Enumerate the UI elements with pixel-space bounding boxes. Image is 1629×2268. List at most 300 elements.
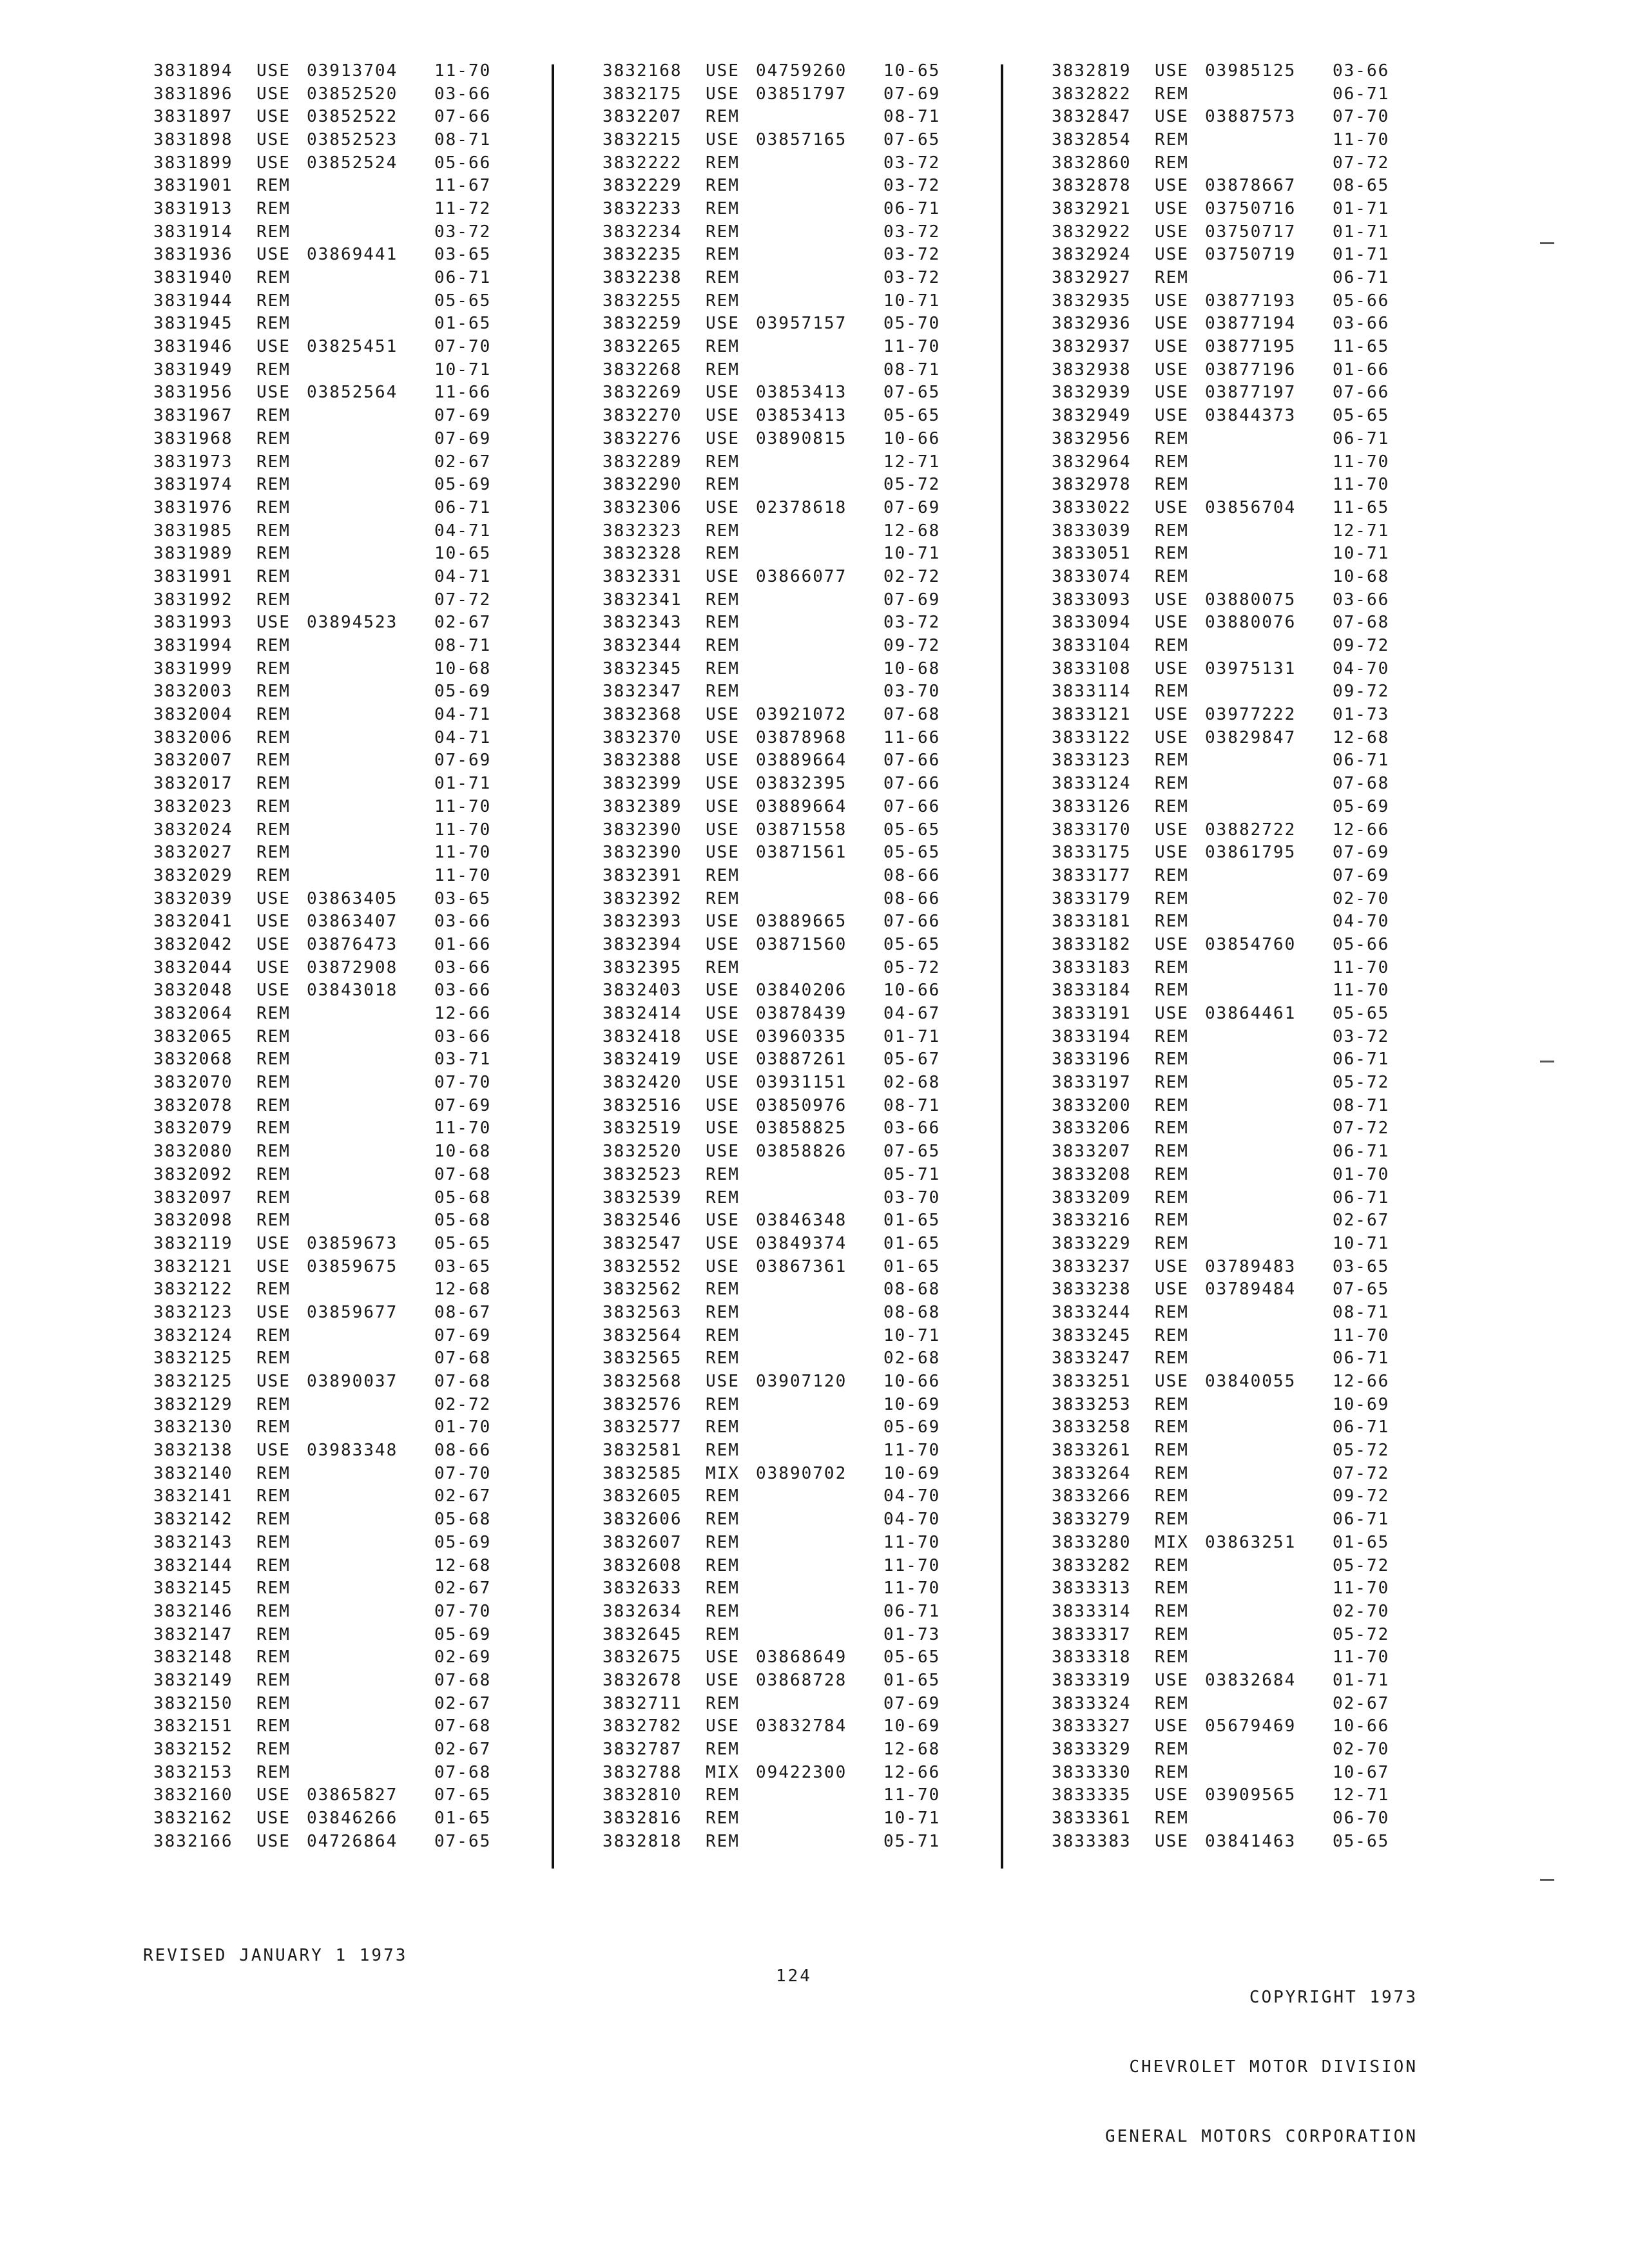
replacement-number: 09422300	[756, 1762, 847, 1782]
part-number: 3832092	[153, 1164, 233, 1184]
table-row	[602, 1025, 961, 1048]
part-number: 3832255	[602, 291, 682, 311]
part-number: 3833194	[1052, 1026, 1132, 1046]
action-code: REM	[706, 176, 740, 196]
table-row	[153, 82, 512, 106]
table-row	[1052, 1163, 1410, 1186]
effective-date: 06-71	[1333, 1142, 1390, 1162]
action-code: REM	[1155, 475, 1189, 495]
action-code: REM	[256, 1486, 291, 1506]
action-code: REM	[1155, 1418, 1189, 1437]
part-number: 3832418	[602, 1026, 682, 1046]
part-number: 3832150	[153, 1693, 233, 1713]
action-code: REM	[1155, 796, 1189, 816]
action-code: REM	[706, 865, 740, 885]
action-code: USE	[706, 1372, 740, 1392]
effective-date: 05-69	[434, 682, 492, 702]
part-number: 3832068	[153, 1050, 233, 1070]
part-number: 3833177	[1052, 865, 1132, 885]
part-number: 3832816	[602, 1809, 682, 1829]
effective-date: 11-66	[434, 383, 492, 403]
action-code: REM	[1155, 1349, 1189, 1369]
effective-date: 07-72	[1333, 1119, 1390, 1139]
part-number: 3832878	[1052, 176, 1132, 196]
action-code: USE	[706, 1142, 740, 1162]
effective-date: 11-70	[434, 61, 492, 81]
part-number: 3832048	[153, 981, 233, 1001]
table-row	[1052, 1025, 1410, 1048]
action-code: MIX	[1155, 1532, 1189, 1552]
table-row	[1052, 588, 1410, 611]
part-number: 3831901	[153, 176, 233, 196]
action-code: REM	[1155, 544, 1189, 564]
table-row	[602, 404, 961, 427]
replacement-number: 04726864	[307, 1831, 398, 1851]
part-number: 3832678	[602, 1670, 682, 1690]
action-code: REM	[1155, 981, 1189, 1001]
action-code: USE	[256, 981, 291, 1001]
part-number: 3832788	[602, 1762, 682, 1782]
part-number: 3832269	[602, 383, 682, 403]
part-number: 3832847	[1052, 107, 1132, 127]
effective-date: 02-67	[434, 1693, 492, 1713]
action-code: REM	[706, 957, 740, 977]
part-number: 3832399	[602, 774, 682, 794]
action-code: REM	[706, 1164, 740, 1184]
action-code: USE	[706, 934, 740, 954]
part-number: 3832393	[602, 912, 682, 932]
part-number: 3832138	[153, 1441, 233, 1461]
part-number: 3832276	[602, 428, 682, 448]
part-number: 3833279	[1052, 1510, 1132, 1530]
replacement-number: 03853413	[756, 406, 847, 426]
part-number: 3833261	[1052, 1441, 1132, 1461]
part-number: 3832044	[153, 957, 233, 977]
action-code: REM	[706, 360, 740, 380]
replacement-number: 03844373	[1205, 406, 1296, 426]
effective-date: 08-71	[1333, 1095, 1390, 1115]
action-code: USE	[256, 1441, 291, 1461]
action-code: REM	[256, 1463, 291, 1483]
effective-date: 07-66	[1333, 383, 1390, 403]
table-row	[1052, 979, 1410, 1003]
effective-date: 07-69	[1333, 843, 1390, 863]
table-row	[1052, 634, 1410, 657]
table-row	[1052, 795, 1410, 818]
effective-date: 05-68	[434, 1510, 492, 1530]
table-row	[153, 542, 512, 565]
effective-date: 06-71	[1333, 1510, 1390, 1530]
part-number: 3832922	[1052, 222, 1132, 242]
table-row	[153, 749, 512, 773]
effective-date: 07-69	[883, 497, 941, 517]
part-number: 3832546	[602, 1211, 682, 1231]
effective-date: 05-65	[434, 1233, 492, 1253]
effective-date: 07-68	[434, 1164, 492, 1184]
table-row	[153, 1209, 512, 1232]
effective-date: 05-68	[434, 1211, 492, 1231]
action-code: USE	[1155, 1372, 1189, 1392]
effective-date: 07-69	[883, 84, 941, 104]
part-number: 3832519	[602, 1119, 682, 1139]
part-number: 3833094	[1052, 613, 1132, 633]
effective-date: 02-67	[434, 452, 492, 472]
action-code: REM	[706, 658, 740, 678]
part-number: 3832007	[153, 751, 233, 771]
table-row	[153, 1669, 512, 1692]
effective-date: 07-65	[1333, 1280, 1390, 1300]
table-row	[1052, 1738, 1410, 1761]
effective-date: 10-66	[1333, 1716, 1390, 1736]
table-row	[602, 1117, 961, 1140]
effective-date: 06-70	[1333, 1809, 1390, 1829]
table-row	[602, 1255, 961, 1278]
table-row	[1052, 1324, 1410, 1347]
effective-date: 10-66	[883, 981, 941, 1001]
action-code: USE	[256, 1831, 291, 1851]
part-number: 3832927	[1052, 268, 1132, 288]
replacement-number: 03877195	[1205, 337, 1296, 357]
part-number: 3832345	[602, 658, 682, 678]
table-row	[1052, 910, 1410, 933]
action-code: REM	[256, 865, 291, 885]
part-number: 3832860	[1052, 153, 1132, 173]
table-row	[1052, 174, 1410, 197]
table-row	[1052, 1071, 1410, 1094]
action-code: REM	[1155, 1463, 1189, 1483]
replacement-number: 03850976	[756, 1095, 847, 1115]
action-code: REM	[1155, 1441, 1189, 1461]
part-number: 3833114	[1052, 682, 1132, 702]
part-number: 3833282	[1052, 1555, 1132, 1575]
action-code: REM	[256, 497, 291, 517]
replacement-number: 03871558	[756, 820, 847, 840]
action-code: USE	[706, 61, 740, 81]
table-row	[153, 358, 512, 381]
effective-date: 06-71	[1333, 1187, 1390, 1207]
part-number: 3831993	[153, 613, 233, 633]
replacement-number: 03849374	[756, 1233, 847, 1253]
effective-date: 11-70	[1333, 1325, 1390, 1345]
replacement-number: 03877196	[1205, 360, 1296, 380]
table-row	[602, 1692, 961, 1715]
action-code: USE	[1155, 590, 1189, 610]
action-code: REM	[706, 1280, 740, 1300]
effective-date: 01-70	[1333, 1164, 1390, 1184]
action-code: USE	[706, 1233, 740, 1253]
table-row	[602, 1807, 961, 1830]
part-number: 3831994	[153, 636, 233, 656]
table-row	[602, 1209, 961, 1232]
effective-date: 08-66	[434, 1441, 492, 1461]
effective-date: 07-72	[1333, 153, 1390, 173]
part-number: 3831946	[153, 337, 233, 357]
effective-date: 07-72	[434, 590, 492, 610]
table-row	[153, 1830, 512, 1853]
part-number: 3833022	[1052, 497, 1132, 517]
effective-date: 01-71	[1333, 1670, 1390, 1690]
table-row	[602, 1301, 961, 1324]
action-code: REM	[256, 1095, 291, 1115]
effective-date: 11-70	[883, 1785, 941, 1805]
action-code: USE	[706, 1095, 740, 1115]
replacement-number: 03975131	[1205, 658, 1296, 678]
table-row	[153, 1646, 512, 1669]
replacement-number: 03869441	[307, 245, 398, 265]
part-number: 3832520	[602, 1142, 682, 1162]
action-code: USE	[706, 1073, 740, 1093]
table-row	[602, 841, 961, 864]
effective-date: 07-69	[1333, 865, 1390, 885]
part-number: 3833238	[1052, 1280, 1132, 1300]
action-code: REM	[706, 1510, 740, 1530]
table-row	[1052, 473, 1410, 496]
part-number: 3832290	[602, 475, 682, 495]
action-code: USE	[256, 613, 291, 633]
part-number: 3832142	[153, 1510, 233, 1530]
table-row	[153, 1416, 512, 1439]
table-row	[602, 1600, 961, 1623]
replacement-number: 03789484	[1205, 1280, 1296, 1300]
copyright-line: COPYRIGHT 1973	[1249, 1988, 1418, 2007]
action-code: REM	[1155, 1486, 1189, 1506]
part-number: 3832265	[602, 337, 682, 357]
effective-date: 07-66	[883, 912, 941, 932]
effective-date: 03-66	[434, 912, 492, 932]
effective-date: 07-69	[434, 1325, 492, 1345]
replacement-number: 03977222	[1205, 705, 1296, 725]
part-number: 3833324	[1052, 1693, 1132, 1713]
action-code: REM	[1155, 452, 1189, 472]
part-number: 3832289	[602, 452, 682, 472]
effective-date: 01-65	[883, 1670, 941, 1690]
table-row	[1052, 1301, 1410, 1324]
part-number: 3831896	[153, 84, 233, 104]
effective-date: 03-71	[434, 1050, 492, 1070]
table-row	[602, 1623, 961, 1646]
action-code: REM	[706, 1740, 740, 1760]
action-code: USE	[706, 497, 740, 517]
table-row	[1052, 151, 1410, 175]
part-number: 3832152	[153, 1740, 233, 1760]
table-row	[602, 1462, 961, 1485]
table-row	[153, 1784, 512, 1807]
part-number: 3832166	[153, 1831, 233, 1851]
table-row	[153, 1807, 512, 1830]
effective-date: 06-71	[1333, 1349, 1390, 1369]
table-row	[153, 1692, 512, 1715]
effective-date: 06-71	[883, 198, 941, 218]
page-number: 124	[776, 1966, 812, 1986]
action-code: USE	[706, 820, 740, 840]
part-number: 3832041	[153, 912, 233, 932]
effective-date: 12-71	[1333, 1785, 1390, 1805]
action-code: REM	[706, 291, 740, 311]
table-row	[602, 588, 961, 611]
action-code: USE	[706, 1026, 740, 1046]
replacement-number: 03877193	[1205, 291, 1296, 311]
effective-date: 10-69	[1333, 1394, 1390, 1414]
action-code: REM	[706, 475, 740, 495]
action-code: USE	[706, 843, 740, 863]
effective-date: 04-70	[1333, 912, 1390, 932]
action-code: REM	[706, 1325, 740, 1345]
effective-date: 11-70	[883, 1441, 941, 1461]
replacement-number: 03887573	[1205, 107, 1296, 127]
part-number: 3832523	[602, 1164, 682, 1184]
action-code: REM	[256, 1418, 291, 1437]
table-row	[602, 1439, 961, 1462]
effective-date: 08-68	[883, 1302, 941, 1322]
effective-date: 11-70	[434, 796, 492, 816]
table-row	[153, 1554, 512, 1577]
effective-date: 10-71	[1333, 544, 1390, 564]
part-number: 3832390	[602, 843, 682, 863]
action-code: REM	[1155, 1073, 1189, 1093]
part-number: 3832149	[153, 1670, 233, 1690]
action-code: REM	[706, 1579, 740, 1599]
effective-date: 08-71	[883, 1095, 941, 1115]
table-row	[602, 1508, 961, 1531]
replacement-number: 03957157	[756, 314, 847, 334]
effective-date: 05-72	[883, 957, 941, 977]
table-row	[1052, 749, 1410, 773]
part-number: 3832039	[153, 889, 233, 908]
action-code: REM	[256, 1349, 291, 1369]
action-code: REM	[1155, 1394, 1189, 1414]
action-code: REM	[256, 1142, 291, 1162]
part-number: 3832042	[153, 934, 233, 954]
action-code: USE	[1155, 383, 1189, 403]
table-row	[153, 772, 512, 795]
action-code: USE	[256, 245, 291, 265]
part-number: 3833329	[1052, 1740, 1132, 1760]
effective-date: 07-65	[883, 1142, 941, 1162]
effective-date: 06-71	[1333, 268, 1390, 288]
action-code: REM	[1155, 865, 1189, 885]
effective-date: 11-70	[434, 820, 492, 840]
table-row	[602, 680, 961, 704]
effective-date: 11-70	[1333, 1648, 1390, 1667]
part-number: 3831914	[153, 222, 233, 242]
action-code: REM	[1155, 566, 1189, 586]
part-number: 3833175	[1052, 843, 1132, 863]
action-code: USE	[1155, 337, 1189, 357]
parts-column-1	[153, 59, 512, 1853]
table-row	[602, 105, 961, 128]
table-row	[1052, 1209, 1410, 1232]
effective-date: 12-68	[1333, 727, 1390, 747]
effective-date: 10-71	[883, 291, 941, 311]
table-row	[1052, 657, 1410, 680]
replacement-number: 03832684	[1205, 1670, 1296, 1690]
part-number: 3832810	[602, 1785, 682, 1805]
part-number: 3831976	[153, 497, 233, 517]
part-number: 3833266	[1052, 1486, 1132, 1506]
replacement-number: 03789483	[1205, 1256, 1296, 1276]
part-number: 3832215	[602, 130, 682, 149]
table-row	[1052, 289, 1410, 312]
table-row	[1052, 1600, 1410, 1623]
part-number: 3833124	[1052, 774, 1132, 794]
table-row	[153, 450, 512, 474]
action-code: USE	[1155, 934, 1189, 954]
replacement-number: 03750717	[1205, 222, 1296, 242]
part-number: 3833327	[1052, 1716, 1132, 1736]
effective-date: 03-72	[883, 153, 941, 173]
part-number: 3831899	[153, 153, 233, 173]
replacement-number: 03931151	[756, 1073, 847, 1093]
table-row	[1052, 335, 1410, 358]
part-number: 3832147	[153, 1624, 233, 1644]
part-number: 3832585	[602, 1463, 682, 1483]
part-number: 3832370	[602, 727, 682, 747]
effective-date: 11-70	[883, 1555, 941, 1575]
part-number: 3832259	[602, 314, 682, 334]
action-code: USE	[1155, 1831, 1189, 1851]
action-code: USE	[256, 1785, 291, 1805]
table-row	[1052, 542, 1410, 565]
part-number: 3832234	[602, 222, 682, 242]
table-row	[602, 1669, 961, 1692]
part-number: 3833253	[1052, 1394, 1132, 1414]
effective-date: 05-66	[434, 153, 492, 173]
replacement-number: 03859675	[307, 1256, 398, 1276]
part-number: 3832608	[602, 1555, 682, 1575]
table-row	[1052, 1048, 1410, 1072]
table-row	[1052, 565, 1410, 588]
replacement-number: 03889664	[756, 751, 847, 771]
table-row	[153, 244, 512, 267]
part-number: 3832097	[153, 1187, 233, 1207]
effective-date: 08-71	[434, 636, 492, 656]
effective-date: 05-67	[883, 1050, 941, 1070]
replacement-number: 04759260	[756, 61, 847, 81]
part-number: 3832098	[153, 1211, 233, 1231]
table-row	[602, 1232, 961, 1255]
effective-date: 12-68	[434, 1555, 492, 1575]
effective-date: 01-65	[883, 1233, 941, 1253]
effective-date: 01-70	[434, 1418, 492, 1437]
effective-date: 07-66	[883, 751, 941, 771]
part-number: 3832331	[602, 566, 682, 586]
part-number: 3833121	[1052, 705, 1132, 725]
part-number: 3832233	[602, 198, 682, 218]
effective-date: 11-70	[883, 337, 941, 357]
replacement-number: 03864461	[1205, 1004, 1296, 1024]
part-number: 3832414	[602, 1004, 682, 1024]
replacement-number: 03857165	[756, 130, 847, 149]
part-number: 3832391	[602, 865, 682, 885]
action-code: REM	[256, 268, 291, 288]
table-row	[602, 1094, 961, 1117]
part-number: 3832003	[153, 682, 233, 702]
table-row	[1052, 1462, 1410, 1485]
action-code: USE	[1155, 291, 1189, 311]
effective-date: 03-72	[883, 268, 941, 288]
action-code: REM	[1155, 1164, 1189, 1184]
table-row	[1052, 933, 1410, 956]
action-code: REM	[706, 1785, 740, 1805]
part-number: 3832146	[153, 1601, 233, 1621]
replacement-number: 03983348	[307, 1441, 398, 1461]
action-code: REM	[256, 452, 291, 472]
table-row	[153, 128, 512, 151]
table-row	[1052, 450, 1410, 474]
action-code: REM	[1155, 1624, 1189, 1644]
effective-date: 05-69	[883, 1418, 941, 1437]
part-number: 3832323	[602, 521, 682, 541]
